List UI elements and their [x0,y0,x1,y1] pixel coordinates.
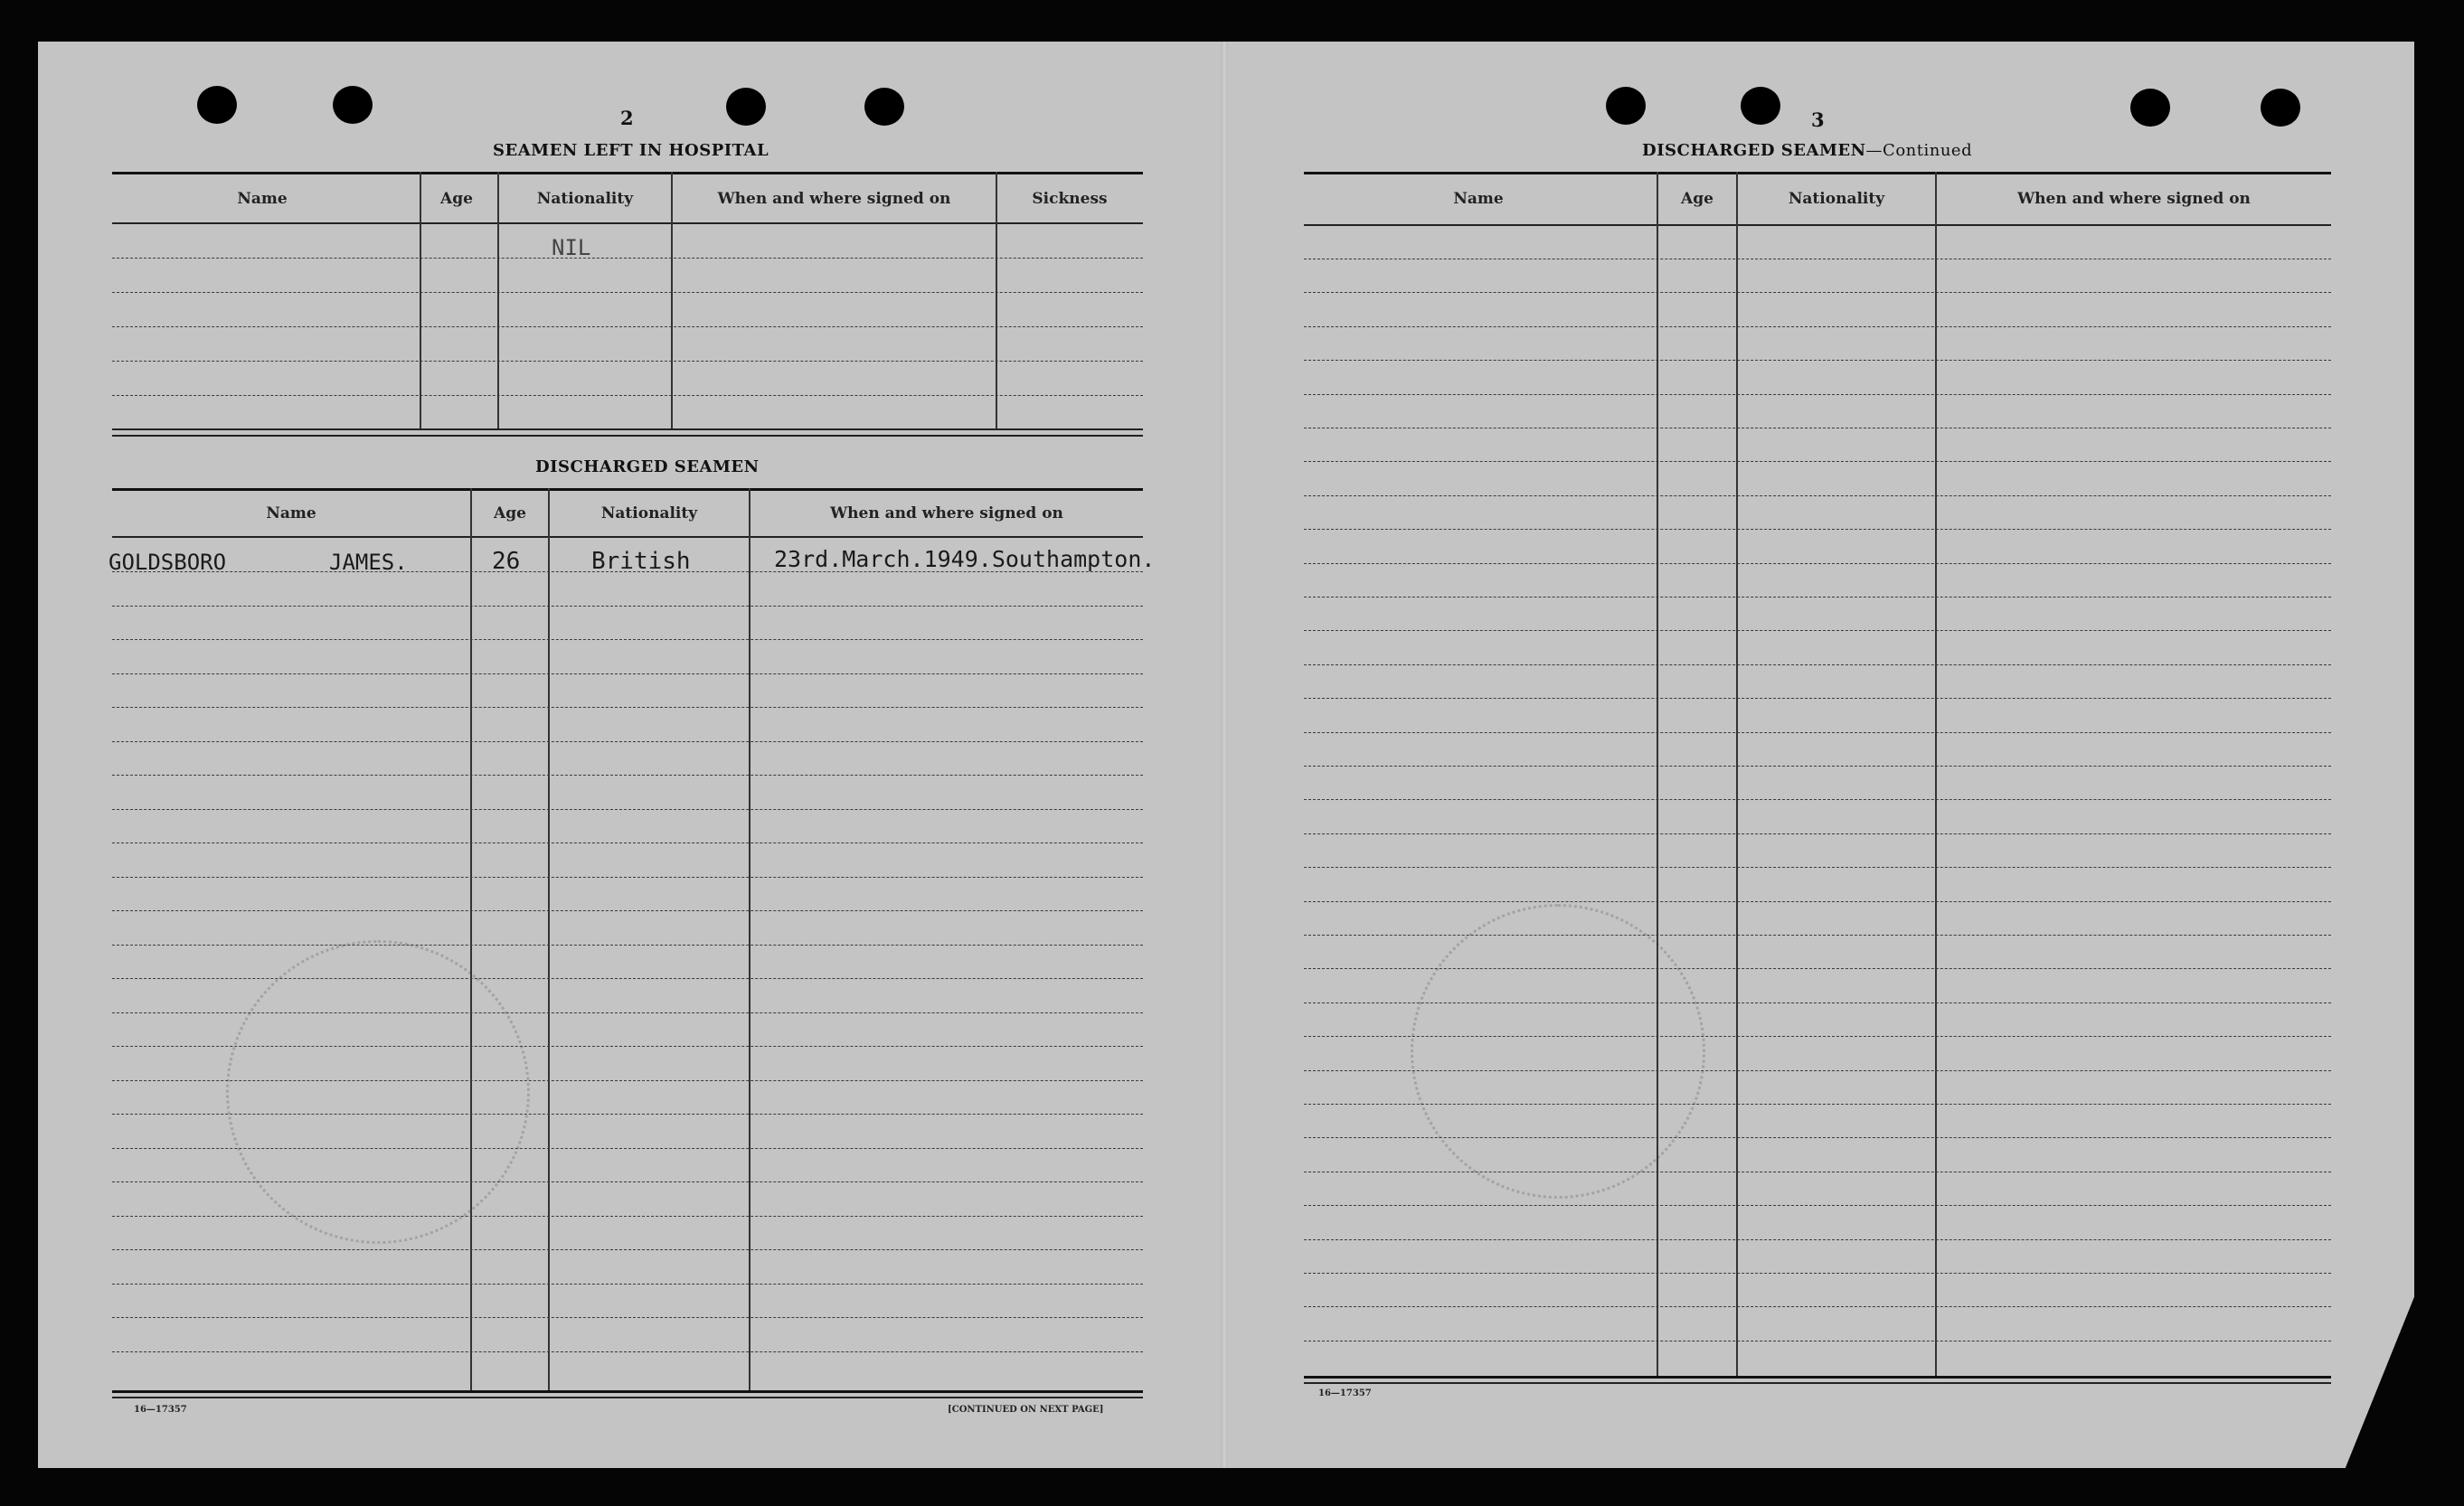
col-header-name: Name [1453,190,1504,208]
entry-rule [112,910,1143,911]
entry-rule [112,1148,1143,1149]
column-divider [548,488,550,1392]
entry-rule [1304,461,2331,462]
entry-rule [112,1080,1143,1081]
entry-rule [112,326,1143,327]
entry-rule [1304,1306,2331,1307]
page-number-right: 3 [1811,108,1825,131]
entry-rule [112,741,1143,742]
entry-rule [1304,901,2331,902]
col-header-nationality: Nationality [536,190,634,208]
entry-rule [112,1012,1143,1013]
column-divider [420,172,421,430]
column-divider [671,172,673,430]
punch-hole [726,88,766,126]
table-bottom-border [112,1390,1143,1393]
continued-note: [CONTINUED ON NEXT PAGE] [948,1405,1104,1415]
entry-rule [112,877,1143,878]
hospital-section-title: SEAMEN LEFT IN HOSPITAL [493,141,769,160]
form-number-right: 16—17357 [1318,1388,1372,1398]
column-divider [749,488,751,1392]
entry-rule [112,673,1143,674]
entry-rule [1304,394,2331,395]
page-fold [1221,42,1228,1468]
col-header-name: Name [237,190,288,208]
entry-rule [1304,1036,2331,1037]
entry-rule [1304,1137,2331,1138]
entry-rule [112,842,1143,843]
column-divider [1935,172,1937,1378]
entry-rule [1304,799,2331,800]
entry-rule [112,1351,1143,1352]
entry-rule [1304,630,2331,631]
col-header-signed-on: When and where signed on [830,504,1063,522]
entry-rule [1304,698,2331,699]
entry-rule [1304,1273,2331,1274]
entry-rule [112,1284,1143,1285]
entry-rule [112,395,1143,396]
column-divider [470,488,472,1392]
right-title-suffix: —Continued [1865,141,1973,160]
entry-rule [1304,867,2331,868]
entry-rule [112,775,1143,776]
entry-rule [1304,1070,2331,1071]
entry-rule [1304,833,2331,834]
table-header-border [1304,224,2331,226]
seaman-age: 26 [492,548,521,575]
punch-hole [1606,87,1646,125]
entry-rule [1304,968,2331,969]
entry-rule [112,707,1143,708]
col-header-signed-on: When and where signed on [717,190,951,208]
table-top-border [112,172,1143,174]
seaman-given-name: JAMES. [329,550,408,575]
col-header-sickness: Sickness [1032,190,1108,208]
seaman-surname: GOLDSBORO [109,550,227,575]
col-header-signed-on: When and where signed on [2017,190,2251,208]
table-top-border [112,488,1143,491]
column-divider [996,172,997,430]
entry-rule [112,292,1143,293]
entry-rule [1304,935,2331,936]
table-bottom-border [112,1397,1143,1398]
punch-hole [197,86,237,124]
faint-stamp [1411,904,1705,1199]
entry-rule [1304,563,2331,564]
entry-rule [1304,766,2331,767]
column-divider [1657,172,1658,1378]
hospital-nil-entry: NIL [552,235,591,260]
entry-rule [1304,664,2331,665]
col-header-nationality: Nationality [1788,190,1885,208]
entry-rule [1304,1205,2331,1206]
punch-hole [333,86,373,124]
punch-hole [2130,89,2170,127]
entry-rule [1304,732,2331,733]
column-divider [1736,172,1738,1378]
entry-rule [1304,1239,2331,1240]
col-header-age: Age [494,504,526,522]
entry-rule [112,1181,1143,1182]
seaman-signed-on: 23rd.March.1949.Southampton. [774,546,1156,572]
entry-rule [1304,495,2331,496]
form-number-left: 16—17357 [134,1405,187,1415]
right-section-title [1642,141,1972,160]
seaman-nationality: British [591,548,691,575]
entry-rule [1304,1104,2331,1105]
entry-rule [1304,529,2331,530]
col-header-age: Age [440,190,473,208]
discharged-section-title: DISCHARGED SEAMEN [535,457,760,476]
entry-rule [112,1317,1143,1318]
punch-hole [1741,87,1780,125]
table-bottom-border [112,435,1143,437]
entry-rule [1304,1002,2331,1003]
page-number-left: 2 [620,107,634,129]
col-header-nationality: Nationality [600,504,698,522]
table-header-border [112,222,1143,224]
entry-rule [112,1114,1143,1115]
table-top-border [1304,172,2331,174]
right-title-text: DISCHARGED SEAMEN [1642,141,1866,160]
entry-rule [1304,292,2331,293]
entry-rule [112,1046,1143,1047]
entry-rule [1304,597,2331,598]
faint-stamp [226,940,530,1244]
punch-hole [864,88,904,126]
entry-rule [112,978,1143,979]
entry-rule [112,639,1143,640]
entry-rule [112,809,1143,810]
entry-rule [112,1249,1143,1250]
entry-rule [1304,326,2331,327]
column-divider [497,172,499,430]
entry-rule [112,258,1143,259]
table-header-border [112,536,1143,538]
entry-rule [112,361,1143,362]
punch-hole [2261,89,2300,127]
col-header-age: Age [1681,190,1713,208]
entry-rule [1304,360,2331,361]
table-bottom-border [1304,1382,2331,1384]
entry-rule [112,1216,1143,1217]
table-bottom-border [112,428,1143,430]
entry-rule [112,606,1143,607]
table-bottom-border [1304,1376,2331,1379]
entry-rule [112,945,1143,946]
col-header-name: Name [266,504,316,522]
